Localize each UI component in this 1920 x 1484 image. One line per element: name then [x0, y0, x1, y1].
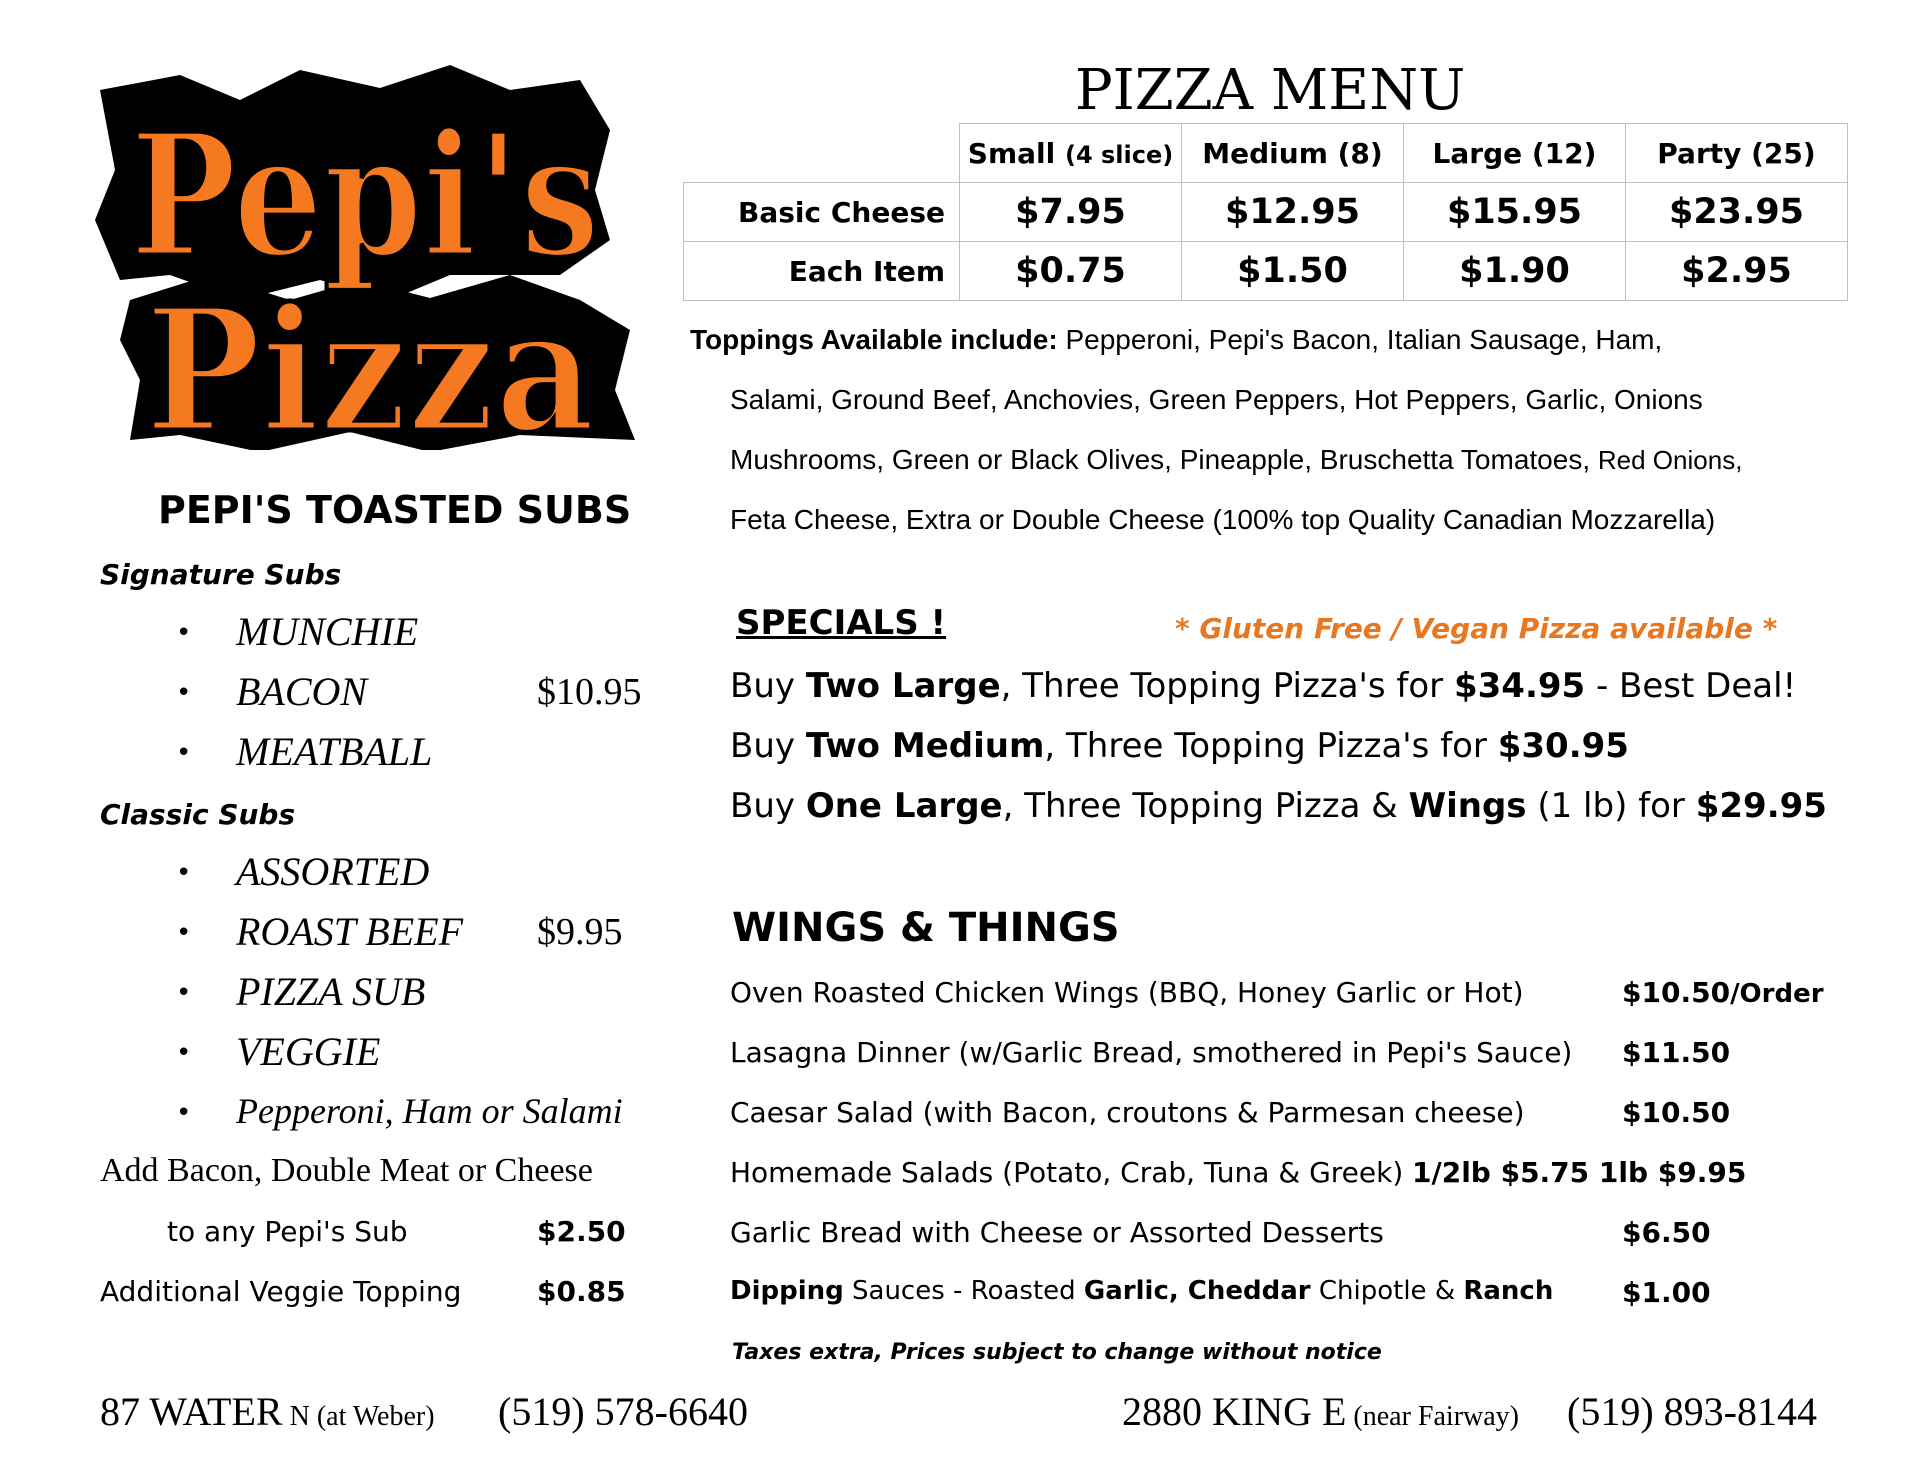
size-header-row	[684, 124, 1848, 183]
toppings-line	[690, 430, 1870, 490]
location-1	[100, 1388, 435, 1435]
deal-text: , Three Topping Pizza's for	[1044, 726, 1498, 766]
bullet: •	[176, 738, 192, 768]
size-small	[960, 124, 1182, 183]
specials-title: SPECIALS !	[736, 603, 947, 643]
bullet: •	[176, 858, 192, 888]
wings-item-price: $10.50	[1622, 1096, 1731, 1129]
bullet: •	[176, 618, 192, 648]
deal-text: Buy	[730, 726, 806, 766]
deal-text: Buy	[730, 786, 806, 826]
toppings-block	[690, 310, 1870, 550]
dip-text: Garlic, Cheddar	[1083, 1276, 1311, 1306]
special-deal	[730, 726, 1629, 766]
signature-subs-label: Signature Subs	[100, 558, 342, 591]
bullet: •	[176, 1098, 192, 1128]
signature-sub-price: $10.95	[537, 671, 642, 713]
list-item: ROAST BEEF	[236, 909, 464, 954]
wings-title: WINGS & THINGS	[732, 905, 1120, 951]
dip-text: Ranch	[1463, 1276, 1554, 1306]
add-on-price: $2.50	[537, 1215, 626, 1248]
wings-item-price: 1/2lb $5.75 1lb $9.95	[1412, 1156, 1747, 1189]
toppings-text: Pepperoni, Pepi's Bacon, Italian Sausage, Ham,	[1065, 324, 1663, 355]
address-street: 87 WATER	[100, 1389, 283, 1434]
location-2	[1122, 1388, 1519, 1435]
table-corner	[684, 124, 960, 183]
wings-item-desc: Caesar Salad (with Bacon, croutons & Parmesan cheese)	[730, 1096, 1525, 1129]
phone-2: (519) 893-8144	[1567, 1389, 1817, 1434]
phone-1: (519) 578-6640	[498, 1389, 748, 1434]
deal-price: $30.95	[1497, 726, 1629, 766]
wings-item-price	[1622, 976, 1824, 1009]
price-cell: $1.90	[1404, 242, 1626, 301]
deal-text: Wings	[1408, 786, 1527, 826]
pizza-price-table	[683, 123, 1848, 301]
logo	[90, 60, 650, 450]
deal-text: , Three Topping Pizza's for	[1000, 666, 1454, 706]
deal-price: $29.95	[1695, 786, 1827, 826]
add-on-price: $0.85	[537, 1275, 626, 1308]
toppings-text: Red Onions,	[1597, 445, 1743, 475]
dip-text: Sauces - Roasted	[843, 1276, 1084, 1306]
dipping-price: $1.00	[1622, 1276, 1711, 1309]
price-cell: $1.50	[1182, 242, 1404, 301]
dipping-sauces	[730, 1276, 1553, 1306]
list-item: ASSORTED	[236, 849, 430, 894]
size-medium: Medium (8)	[1182, 124, 1404, 183]
wings-item-price: $11.50	[1622, 1036, 1731, 1069]
dip-text: Chipotle &	[1310, 1276, 1464, 1306]
price-cell: $2.95	[1626, 242, 1848, 301]
special-deal	[730, 786, 1827, 826]
list-item: VEGGIE	[236, 1029, 381, 1074]
wings-item-desc: Homemade Salads (Potato, Crab, Tuna & Greek)	[730, 1156, 1404, 1189]
wings-item-price: $6.50	[1622, 1216, 1711, 1249]
logo-line2: Pizza	[145, 271, 595, 450]
toppings-line: Salami, Ground Beef, Anchovies, Green Peppers, Hot Peppers, Garlic, Onions	[730, 384, 1703, 415]
wings-item-desc: Lasagna Dinner (w/Garlic Bread, smothered in Pepi's Sauce)	[730, 1036, 1573, 1069]
size-name: Small	[967, 136, 1056, 170]
toppings-line	[690, 310, 1870, 370]
deal-text: - Best Deal!	[1585, 666, 1797, 706]
price-unit: /Order	[1730, 979, 1824, 1009]
list-item: Pepperoni, Ham or Salami	[236, 1091, 623, 1131]
deal-text: (1 lb) for	[1526, 786, 1696, 826]
add-on-text: to any Pepi's Sub	[167, 1215, 408, 1248]
price-cell: $23.95	[1626, 183, 1848, 242]
price-cell: $15.95	[1404, 183, 1626, 242]
bullet: •	[176, 1038, 192, 1068]
subs-title: PEPI'S TOASTED SUBS	[158, 488, 632, 532]
table-row	[684, 183, 1848, 242]
taxes-note: Taxes extra, Prices subject to change without notice	[732, 1340, 1382, 1365]
list-item: MEATBALL	[236, 729, 433, 774]
price-cell: $12.95	[1182, 183, 1404, 242]
wings-item-desc: Garlic Bread with Cheese or Assorted Desserts	[730, 1216, 1384, 1249]
bullet: •	[176, 678, 192, 708]
size-party: Party (25)	[1626, 124, 1848, 183]
deal-price: $34.95	[1453, 666, 1586, 706]
toppings-line: Feta Cheese, Extra or Double Cheese (100% top Quality Canadian Mozzarella)	[730, 504, 1716, 535]
address-detail: (near Fairway)	[1346, 1401, 1520, 1432]
list-item: PIZZA SUB	[236, 969, 426, 1014]
size-note: (4 slice)	[1064, 140, 1174, 169]
price-cell: $0.75	[960, 242, 1182, 301]
bullet: •	[176, 918, 192, 948]
dip-text: Dipping	[730, 1276, 844, 1306]
classic-subs-label: Classic Subs	[100, 798, 296, 831]
list-item: BACON	[236, 669, 368, 714]
row-label: Basic Cheese	[684, 183, 960, 242]
price-cell: $7.95	[960, 183, 1182, 242]
address-street: 2880 KING E	[1122, 1389, 1347, 1434]
toppings-label: Toppings Available include:	[690, 324, 1058, 355]
special-deal	[730, 666, 1796, 706]
gluten-free-note: * Gluten Free / Vegan Pizza available *	[1175, 612, 1778, 645]
add-on-text: Additional Veggie Topping	[100, 1275, 462, 1308]
pizza-menu-title: PIZZA MENU	[1075, 58, 1466, 123]
toppings-text: Mushrooms, Green or Black Olives, Pineapple, Bruschetta Tomatoes,	[730, 444, 1591, 475]
deal-text: Two Medium	[805, 726, 1045, 766]
add-on-text: Add Bacon, Double Meat or Cheese	[100, 1152, 593, 1189]
deal-text: One Large	[805, 786, 1003, 826]
classic-sub-price: $9.95	[537, 911, 623, 953]
deal-text: , Three Topping Pizza &	[1002, 786, 1409, 826]
deal-text: Two Large	[805, 666, 1001, 706]
deal-text: Buy	[730, 666, 806, 706]
price-value: $10.50	[1622, 976, 1731, 1009]
table-row	[684, 242, 1848, 301]
bullet: •	[176, 978, 192, 1008]
address-detail: N (at Weber)	[282, 1401, 435, 1432]
size-large: Large (12)	[1404, 124, 1626, 183]
row-label: Each Item	[684, 242, 960, 301]
list-item: MUNCHIE	[236, 609, 419, 654]
wings-item-desc: Oven Roasted Chicken Wings (BBQ, Honey Garlic or Hot)	[730, 976, 1524, 1009]
logo-line1: Pepi's	[130, 96, 600, 296]
